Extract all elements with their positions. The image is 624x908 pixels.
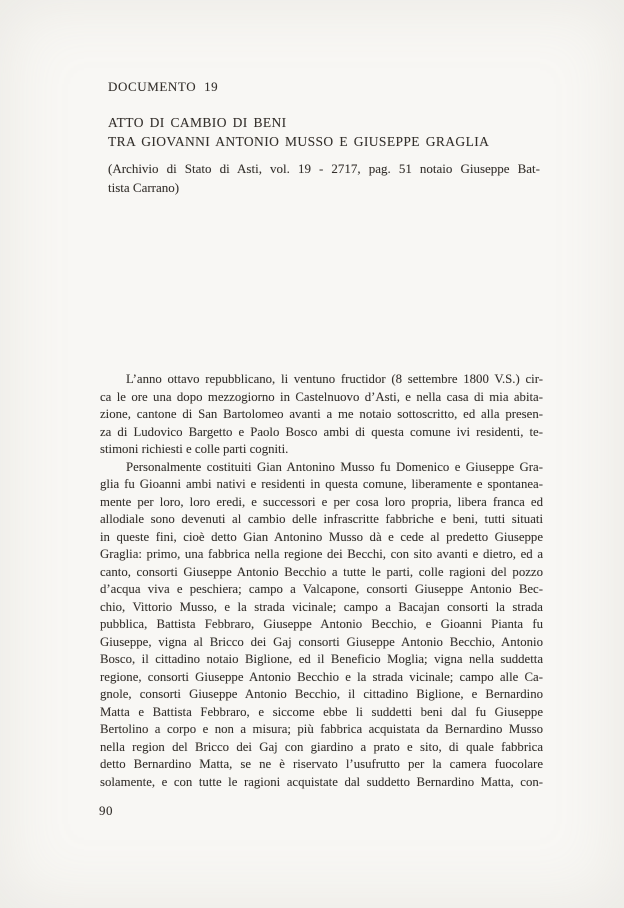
text-line: L’anno ottavo repubblicano, li ventuno fructidor (8 settembre 1800 V.S.) cir- (126, 372, 543, 386)
text-line: Bertolino a corpo e non a misura; più fabbrica acquistata da Bernardino Musso (100, 722, 543, 736)
archive-source-note (108, 160, 540, 197)
text-line: mente per loro, loro eredi, e successori e per cosa loro propria, libera franca ed (100, 494, 543, 509)
text-line: ca le ore una dopo mezzogiorno in Castelnuovo d’Asti, e nella casa di mia abita- (100, 389, 543, 404)
text-line: stimoni richiesti e colle parti cogniti. (100, 442, 289, 456)
text-line: d’acqua viva e peschiera; campo a Valcapone, consorti Giuseppe Antonio Bec- (100, 582, 543, 596)
text-line: zione, cantone di San Bartolomeo avanti a me notaio sottoscritto, ed alla presen- (100, 407, 543, 421)
page-number: 90 (99, 803, 113, 818)
text-line: detto Bernardino Matta, se ne è riservato l’usufrutto per la camera fuocolare (100, 757, 543, 771)
text-line: Matta e Battista Febbraro, e siccome ebbe li suddetti beni dal fu Giuseppe (100, 704, 543, 719)
text-line: tista Carrano) (108, 179, 180, 195)
document-title (108, 114, 489, 151)
text-line: Personalmente costituiti Gian Antonino Musso fu Domenico e Giuseppe Gra- (126, 459, 543, 474)
text-line: Giuseppe, vigna al Bricco dei Gaj consorti Giuseppe Antonio Becchio, Antonio (100, 634, 543, 649)
text-line: gnole, consorti Giuseppe Antonio Becchio, il cittadino Biglione, e Bernardino (100, 687, 543, 701)
text-line: solamente, e con tutte le ragioni acquistate dal suddetto Bernardino Matta, con- (100, 774, 543, 789)
text-line: glia fu Gioanni ambi nativi e residenti in questa comune, liberamente e spontanea- (100, 477, 543, 491)
paragraph-1 (100, 371, 543, 459)
text-line: pubblica, Battista Febbraro, Giuseppe Antonio Becchio, e Gioanni Pianta fu (100, 617, 543, 631)
text-line: canto, consorti Giuseppe Antonio Becchio a tutte le parti, colle ragioni del pozzo (100, 564, 543, 579)
text-line: Bosco, il cittadino notaio Biglione, ed il Beneficio Moglia; vigna nella suddetta (100, 652, 543, 666)
document-number-label: DOCUMENTO 19 (108, 79, 219, 94)
text-line: allodiale sono devenuti al cambio delle infrascritte fabbriche e beni, tutti situati (100, 512, 543, 526)
text-line: nella region del Bricco dei Gaj con giardino a prato e sito, di quale fabbrica (100, 739, 543, 754)
paragraph-2 (100, 459, 543, 792)
title-line-2: TRA GIOVANNI ANTONIO MUSSO E GIUSEPPE GRAGLIA (108, 133, 490, 149)
text-line: regione, consorti Giuseppe Antonio Becchio e la strada vicinale; campo alle Ca- (100, 669, 543, 684)
text-line: in queste fini, cioè detto Gian Antonino Musso dà e cede al predetto Giuseppe (100, 529, 543, 544)
text-line: Graglia: primo, una fabbrica nella regione dei Becchi, con sito avanti e dietro, ed a (100, 547, 543, 561)
text-line: chio, Vittorio Musso, e la strada vicinale; campo a Bacajan consorti la strada (100, 599, 543, 614)
document-body (100, 371, 543, 791)
text-line: za di Ludovico Bargetto e Paolo Bosco ambi di questa comune ivi residenti, te- (100, 424, 543, 439)
text-line: (Archivio di Stato di Asti, vol. 19 - 2717, pag. 51 notaio Giuseppe Bat- (108, 161, 540, 176)
title-line-1: ATTO DI CAMBIO DI BENI (108, 115, 287, 130)
